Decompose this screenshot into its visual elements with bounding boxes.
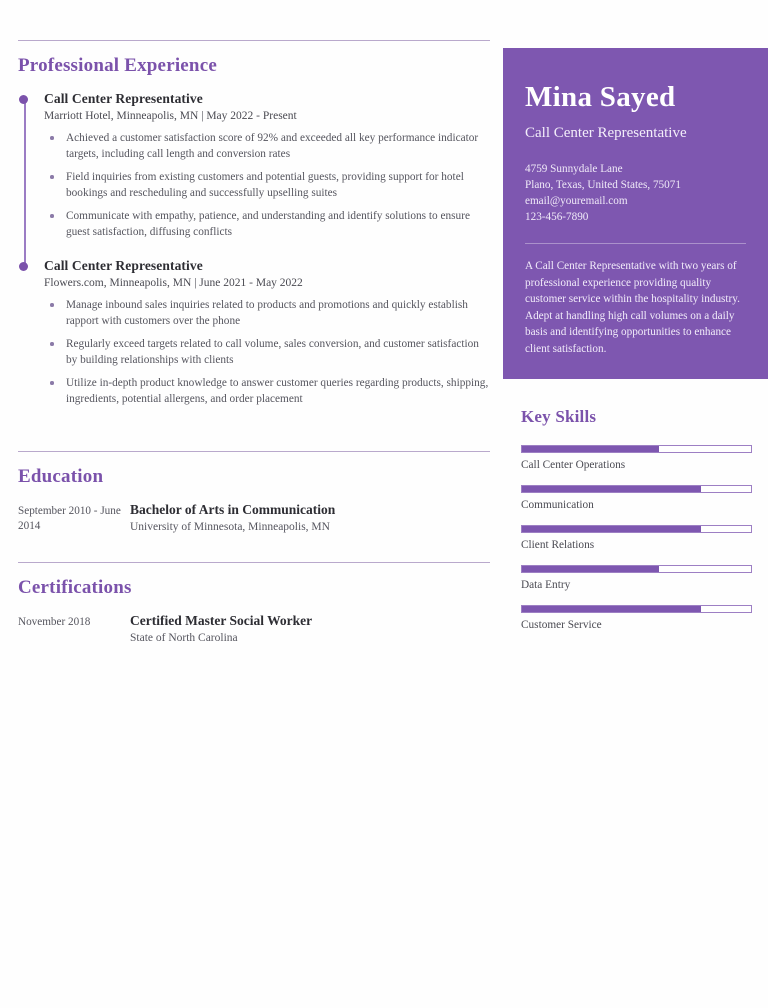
skills-section: [503, 407, 768, 631]
spacer: [18, 540, 492, 562]
job-bullet: [66, 209, 492, 240]
job-bullet-text: Achieved a customer satisfaction score of 92% and exceeded all key performance indicator targets, including call length and conversion rates: [66, 132, 479, 160]
bullet-dot-icon: [50, 214, 54, 218]
section-heading-skills: Key Skills: [521, 407, 597, 427]
certification-issuer: State of North Carolina: [130, 632, 238, 644]
spacer: [18, 425, 492, 451]
skill-item: [521, 485, 752, 511]
job-bullet: [66, 131, 492, 162]
job-bullet-text: Utilize in-depth product knowledge to answer customer queries regarding products, shipping, ingredients, potential allergens, and order placement: [66, 377, 489, 405]
skill-label: Customer Service: [521, 619, 602, 632]
skill-bar-fill: [522, 566, 659, 572]
certification-name: Certified Master Social Worker: [130, 613, 313, 628]
candidate-job-title: Call Center Representative: [525, 125, 687, 142]
contact-street: 4759 Sunnydale Lane: [525, 163, 623, 176]
skill-label: Client Relations: [521, 539, 595, 552]
skill-item: [521, 445, 752, 471]
skill-bar-track: [521, 605, 752, 613]
profile-panel: [503, 48, 768, 379]
certification-date: November 2018: [18, 616, 91, 628]
section-divider-experience: [18, 40, 490, 41]
panel-divider: [525, 243, 746, 244]
bullet-dot-icon: [50, 381, 54, 385]
job-meta: Flowers.com, Minneapolis, MN | June 2021 - May 2022: [44, 277, 303, 289]
timeline-line: [24, 99, 26, 266]
skill-bar-track: [521, 485, 752, 493]
candidate-name: Mina Sayed: [525, 81, 676, 113]
timeline-dot-icon: [19, 95, 28, 104]
skill-item: [521, 605, 752, 631]
bullet-dot-icon: [50, 136, 54, 140]
experience-section: [18, 40, 492, 407]
job-bullet-text: Regularly exceed targets related to call volume, sales conversion, and customer satisfaction by building relationships with clients: [66, 338, 479, 366]
job-title: Call Center Representative: [44, 91, 203, 106]
skill-bar-track: [521, 565, 752, 573]
education-degree: Bachelor of Arts in Communication: [130, 502, 336, 517]
contact-phone[interactable]: 123-456-7890: [525, 211, 589, 224]
skill-item: [521, 525, 752, 551]
contact-email[interactable]: email@youremail.com: [525, 195, 628, 208]
job-bullet: [66, 298, 492, 329]
education-entry: [18, 502, 492, 534]
right-column: [503, 48, 768, 645]
job-bullet-list: [44, 298, 492, 407]
skill-bar-track: [521, 445, 752, 453]
job-bullet-text: Manage inbound sales inquiries related to products and promotions and quickly establish rapport with customers over the phone: [66, 299, 468, 327]
profile-summary: A Call Center Representative with two years of professional experience providing quality customer service within the hospitality industry. Adept at handling high call volumes on a daily basis and identifying opportunities to enhance client satisfaction.: [525, 260, 740, 355]
job-title: Call Center Representative: [44, 258, 203, 273]
education-section: [18, 451, 492, 534]
job-bullet-text: Field inquiries from existing customers and potential guests, providing support for hotel bookings and rescheduling and successfully upselling suites: [66, 171, 464, 199]
skill-bar-fill: [522, 606, 701, 612]
skill-label: Communication: [521, 499, 594, 512]
contact-city-state-zip: Plano, Texas, United States, 75071: [525, 179, 681, 192]
education-date: September 2010 - June 2014: [18, 505, 121, 532]
certification-entry: [18, 613, 492, 644]
skill-label: Data Entry: [521, 579, 571, 592]
job-bullet-list: [44, 131, 492, 240]
bullet-dot-icon: [50, 303, 54, 307]
skill-bar-track: [521, 525, 752, 533]
job-bullet: [66, 337, 492, 368]
skill-bar-fill: [522, 526, 701, 532]
skill-item: [521, 565, 752, 591]
experience-entry: [44, 258, 492, 407]
certification-details: [130, 613, 492, 644]
section-heading-experience: Professional Experience: [18, 55, 217, 76]
job-bullet-text: Communicate with empathy, patience, and understanding and identify solutions to ensure guest satisfaction, diffusing conflicts: [66, 210, 470, 238]
bullet-dot-icon: [50, 342, 54, 346]
skill-label: Call Center Operations: [521, 459, 626, 472]
section-divider-education: [18, 451, 490, 452]
skill-bar-fill: [522, 446, 659, 452]
job-bullet: [66, 376, 492, 407]
job-meta: Marriott Hotel, Minneapolis, MN | May 2022 - Present: [44, 110, 297, 122]
timeline-dot-icon: [19, 262, 28, 271]
left-column: [18, 40, 492, 650]
experience-entry: [44, 91, 492, 240]
education-school: University of Minnesota, Minneapolis, MN: [130, 521, 330, 533]
bullet-dot-icon: [50, 175, 54, 179]
certifications-section: [18, 562, 492, 644]
section-divider-certifications: [18, 562, 490, 563]
education-details: [130, 502, 492, 533]
job-bullet: [66, 170, 492, 201]
section-heading-education: Education: [18, 466, 104, 487]
skill-bar-fill: [522, 486, 701, 492]
section-heading-certifications: Certifications: [18, 577, 132, 598]
experience-timeline: [18, 91, 492, 407]
